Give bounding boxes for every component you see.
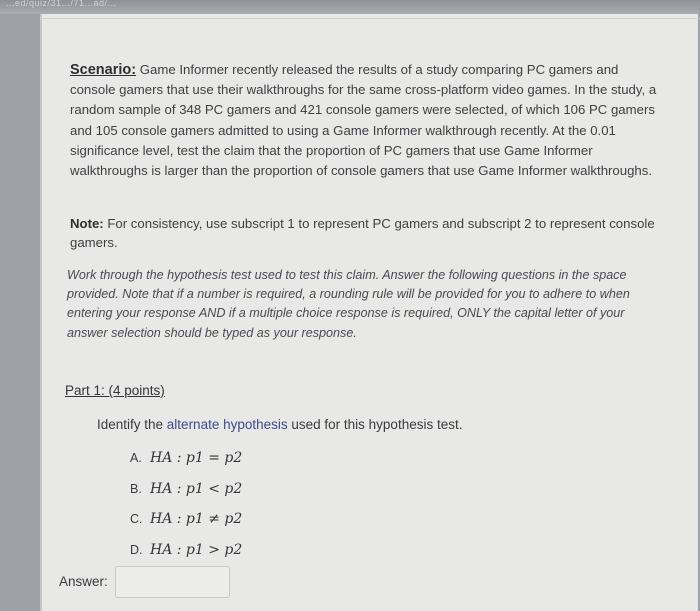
scenario-paragraph bbox=[70, 60, 660, 181]
option-c bbox=[130, 504, 242, 535]
option-a bbox=[130, 443, 242, 474]
part-1-title: Part 1: (4 points) bbox=[65, 383, 165, 398]
answer-options bbox=[130, 443, 242, 565]
option-formula: HA : p1 = p2 bbox=[150, 450, 243, 467]
page-divider bbox=[40, 18, 700, 19]
option-formula: HA : p1 < p2 bbox=[150, 480, 243, 497]
question-text bbox=[97, 417, 462, 432]
note-paragraph bbox=[70, 214, 660, 252]
option-formula: HA : p1 ≠ p2 bbox=[150, 511, 243, 528]
answer-label: Answer: bbox=[59, 574, 108, 589]
note-label: Note: bbox=[70, 216, 104, 231]
note-text: For consistency, use subscript 1 to represent PC gamers and subscript 2 to represent console gamers. bbox=[70, 216, 655, 250]
option-b bbox=[130, 474, 242, 505]
scenario-text: Game Informer recently released the results of a study comparing PC gamers and console gamers that use their walkthroughs for the same cross-platform video games. In the study, a random sample of 348 PC gamers and 421 console gamers were selected, of which 106 PC gamers and 105 console gamers admitted to using a Game Informer walkthrough recently. At the 0.01 significance level, test the claim that the proportion of PC gamers that use Game Informer walkthroughs is larger than the proportion of console gamers that use Game Informer walkthroughs. bbox=[70, 62, 657, 179]
option-formula: HA : p1 > p2 bbox=[150, 541, 243, 558]
browser-top-bar bbox=[0, 0, 700, 14]
option-letter: C. bbox=[130, 512, 143, 527]
instructions-paragraph: Work through the hypothesis test used to test this claim. Answer the following questions in the space provided. Note that if a number is required, a rounding rule will be provided for you to adhere to when entering your response AND if a multiple choice response is required, ONLY the capital letter of your answer selection should be typed as your response. bbox=[67, 268, 630, 340]
scenario-label: Scenario: bbox=[70, 62, 137, 78]
option-letter: D. bbox=[130, 542, 143, 557]
browser-url-fragment: ...ed/quiz/31.../71...ad/... bbox=[6, 0, 117, 8]
question-highlight: alternate hypothesis bbox=[166, 417, 288, 432]
question-suffix: used for this hypothesis test. bbox=[287, 417, 463, 432]
question-prefix: Identify the bbox=[97, 417, 167, 432]
option-letter: A. bbox=[130, 451, 142, 466]
option-d bbox=[130, 535, 242, 566]
option-letter: B. bbox=[130, 481, 142, 496]
answer-input[interactable] bbox=[115, 566, 230, 598]
